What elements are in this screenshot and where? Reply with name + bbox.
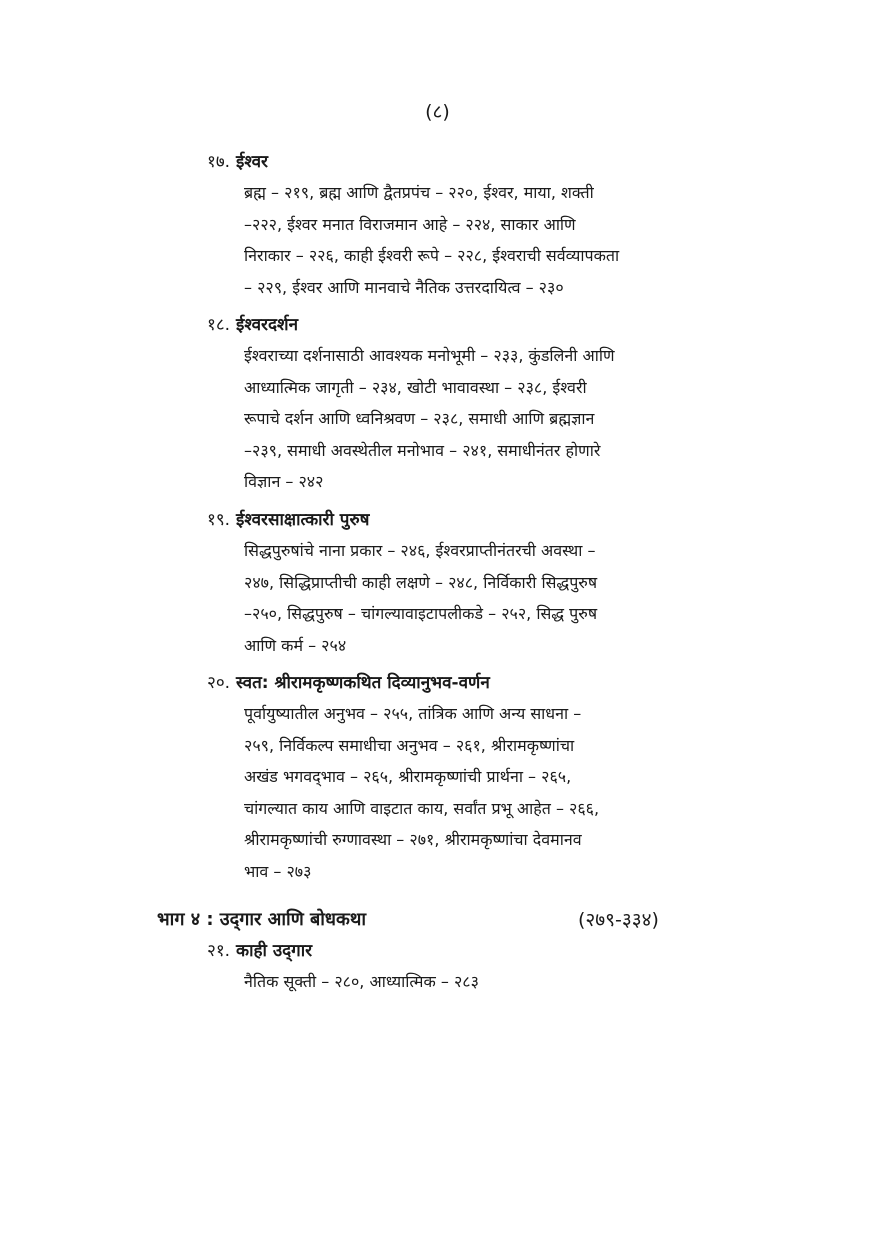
chapter-title [207,936,767,966]
chapter-19 [207,505,767,661]
toc-line: आध्यात्मिक जागृती – २३४, खोटी भावावस्था – २३८, ईश्वरी [244,377,587,397]
chapter-title [207,310,767,340]
chapter-21 [207,936,767,998]
toc-line: – २२९, ईश्वर आणि मानवाचे नैतिक उत्तरदायित्व – २३० [244,277,564,297]
toc-line: भाव – २७३ [244,861,312,881]
toc-line: ब्रह्म – २१९, ब्रह्म आणि द्वैतप्रपंच – २२०, ईश्वर, माया, शक्ती [244,183,594,202]
toc-line: रूपाचे दर्शन आणि ध्वनिश्रवण – २३८, समाधी आणि ब्रह्मज्ञान [244,409,595,428]
toc-line: विज्ञान – २४२ [244,472,324,491]
toc-line: अखंड भगवद्‌भाव – २६५, श्रीरामकृष्णांची प्रार्थना – २६५, [244,767,572,786]
toc-line: आणि कर्म – २५४ [244,635,347,655]
chapter-name: स्वत: श्रीरामकृष्णकथित दिव्यानुभव-वर्णन [236,673,490,693]
part-page-range: (२७९-३३४) [578,909,659,931]
chapter-number: २१. [207,941,231,961]
chapter-title [207,505,767,535]
chapter-title [207,668,767,698]
page-number: (८) [425,101,450,123]
chapter-18 [207,310,767,498]
toc-line: –२३९, समाधी अवस्थेतील मनोभाव – २४१, समाधीनंतर होणारे [244,440,601,460]
toc-line: –२५०, सिद्धपुरुष – चांगल्यावाइटापलीकडे – २५२, सिद्ध पुरुष [244,604,598,623]
chapter-title [207,147,767,177]
chapter-number: १७. [207,152,231,172]
toc-line: ईश्वराच्या दर्शनासाठी आवश्यक मनोभूमी – २३३, कुंडलिनी आणि [244,346,615,365]
toc-line: श्रीरामकृष्णांची रुग्णावस्था – २७१, श्रीरामकृष्णांचा देवमानव [244,830,582,849]
toc-line: २५९, निर्विकल्प समाधीचा अनुभव – २६१, श्रीरामकृष्णांचा [244,735,575,755]
toc-line: सिद्धपुरुषांचे नाना प्रकार – २४६, ईश्वरप्राप्तीनंतरची अवस्था – [244,541,596,560]
chapter-number: २०. [207,673,231,693]
chapter-name: ईश्वरसाक्षात्कारी पुरुष [236,510,370,530]
chapter-17 [207,147,767,303]
part-heading: भाग ४ : उद्‌गार आणि बोधकथा [157,909,366,930]
toc-line: –२२२, ईश्वर मनात विराजमान आहे – २२४, साकार आणि [244,214,576,234]
toc-line: निराकार – २२६, काही ईश्वरी रूपे – २२८, ईश्वराची सर्वव्यापकता [244,246,620,265]
toc-line: नैतिक सूक्ती – २८०, आध्यात्मिक – २८३ [244,972,479,991]
toc-line: पूर्वायुष्यातील अनुभव – २५५, तांत्रिक आणि अन्य साधना – [244,704,582,723]
chapter-name: काही उद्‌गार [236,941,313,961]
chapter-name: ईश्वर [236,152,268,172]
chapter-20 [207,668,767,887]
toc-line: २४७, सिद्धिप्राप्तीची काही लक्षणे – २४८, निर्विकारी सिद्धपुरुष [244,572,598,592]
toc-line: चांगल्यात काय आणि वाइटात काय, सर्वांत प्रभू आहेत – २६६, [244,798,600,818]
chapter-name: ईश्वरदर्शन [236,315,299,335]
chapter-number: १९. [207,510,231,530]
chapter-number: १८. [207,315,231,335]
